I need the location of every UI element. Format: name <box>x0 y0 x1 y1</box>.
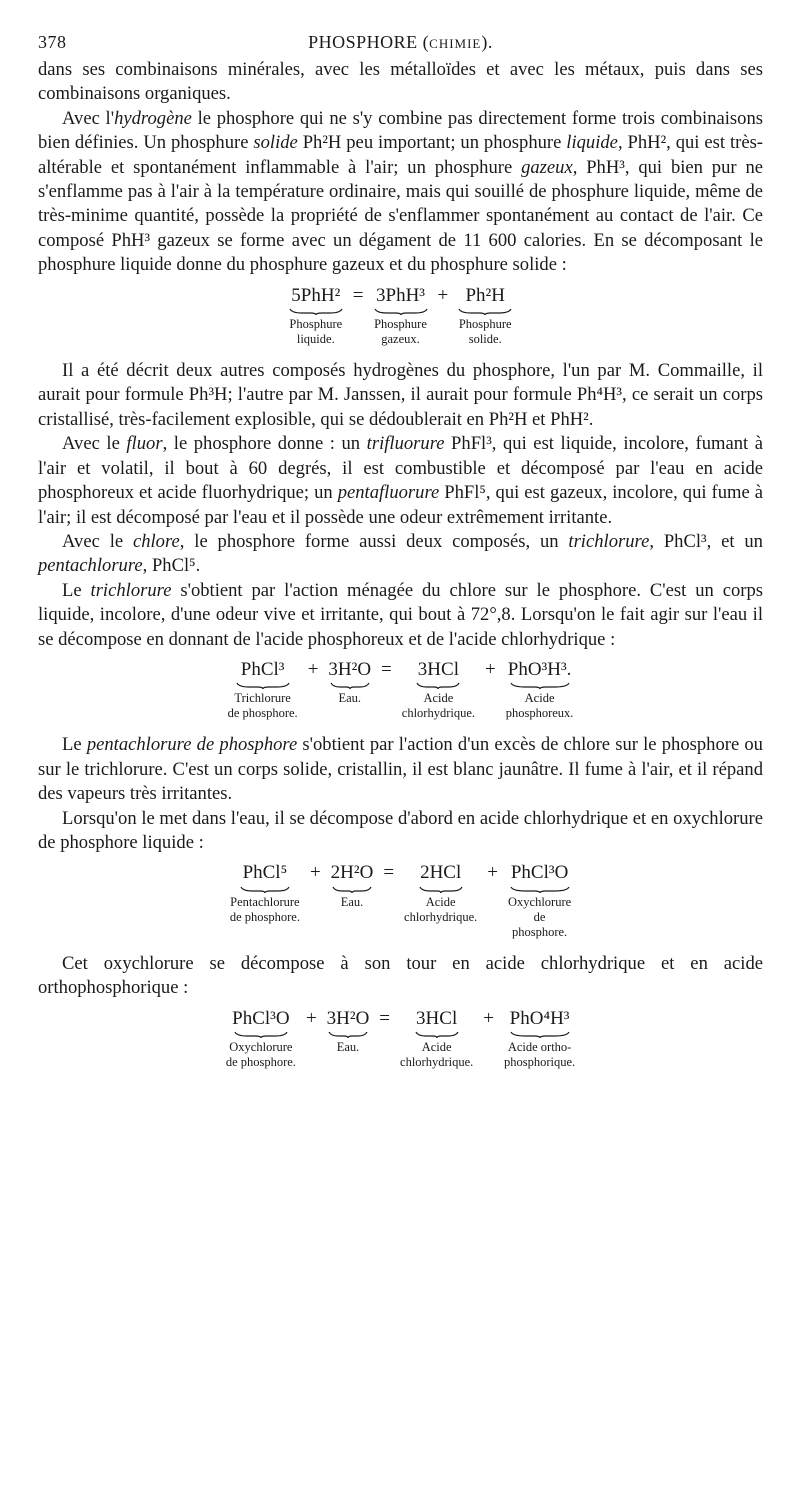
eq-term: PhCl⁵ <box>242 862 288 884</box>
eq-label: Pentachlorure de phosphore. <box>229 894 300 924</box>
page-header <box>38 28 763 58</box>
eq-operator: = <box>383 862 395 884</box>
underbrace <box>324 682 375 690</box>
underbrace <box>222 1031 300 1039</box>
eq-label: Acide phosphoreux. <box>505 691 574 721</box>
eq-label: Oxychlorure de phosphore. <box>225 1040 296 1069</box>
equation-2 <box>38 658 763 721</box>
page <box>38 28 763 1082</box>
eq-label: Trichlorure de phosphore. <box>227 691 298 721</box>
eq-term: PhO⁴H³ <box>509 1007 570 1029</box>
underbrace <box>370 308 432 316</box>
paragraph-fluor: Avec le fluor, le phosphore donne : un trifluorure PhFl³, qui est liquide, incolore, fumant à l'air et volatil, il bout à 60 degrés, il est combustible et décomposé par l'eau en acide phosphoreux et acide fluorhydrique; un pentafluorure PhFl⁵, qui est gazeux, incolore, qui fume à l'air; il est décomposé par l'eau et il possède une odeur extrêmement irritante. <box>38 433 764 528</box>
eq-operator: = <box>352 284 364 306</box>
eq-label: Eau. <box>340 894 364 909</box>
eq-operator: + <box>309 862 321 884</box>
eq-label: Acide chlorhydrique. <box>404 894 478 924</box>
eq-term: 3HCl <box>417 658 459 680</box>
eq-label: Acide chlorhydrique. <box>400 1040 474 1069</box>
paragraph-pentachlorure: Le pentachlorure de phosphore s'obtient par l'action d'un excès de chlore sur le phosphore ou sur le trichlorure. C'est un corps solide, cristallin, il est blanc jaunâtre. Il fume à l'air, et il répand des vapeurs très irritantes. <box>38 734 763 805</box>
eq-term: 3H²O <box>328 658 372 680</box>
paragraph-hydrogene: Avec l'hydrogène le phosphore qui ne s'y combine pas directement forme trois combinaisons bien définies. Un phosphure solide Ph²H peu important; un phosphure liquide, PhH², qui est très-altérable et spontanément inflammable à l'air; un phosphure gazeux, PhH³, qui bien pur ne s'enflamme pas à l'air à la température ordinaire, mais qui souillé de phosphure liquide, même de très-minime quantité, possède la propriété de s'enflammer spontanément au contact de l'air. Ce composé PhH³ gazeux se forme avec un dégament de 11 600 calories. En se décomposant le phosphure liquide donne du phosphure gazeux et du phosphure solide : <box>38 107 764 276</box>
eq-term: PhCl³ <box>240 658 285 680</box>
title-end: ). <box>481 32 493 52</box>
page-number: 378 <box>38 32 67 52</box>
eq-term: PhCl³O <box>232 1007 290 1029</box>
eq-operator: = <box>379 1007 391 1029</box>
equation-4 <box>38 1007 763 1070</box>
eq-term: 3H²O <box>326 1007 370 1029</box>
paragraph-1: dans ses combinaisons minérales, avec les métalloïdes et avec les métaux, puis dans ses combinaisons organiques. <box>38 59 763 105</box>
title-subtitle: CHIMIE <box>429 36 482 51</box>
title-main: PHOSPHORE ( <box>308 32 430 52</box>
paragraph-autres-composes: Il a été décrit deux autres composés hydrogènes du phosphore, l'un par M. Commaille, il aurait pour formule Ph³H; l'autre par M. Janssen, il aurait pour formule Ph⁴H³, ce serait un corps cristallisé, très-facilement explosible, qui se dédoublerait en Ph²H et PhH². <box>38 360 763 430</box>
eq-term: 2HCl <box>420 862 462 884</box>
document-body <box>38 58 763 1070</box>
eq-label: Phosphure liquide. <box>289 317 343 347</box>
eq-label: Acide ortho- phosphorique. <box>503 1040 576 1069</box>
eq-term: PhCl³O <box>510 862 569 884</box>
eq-label: Acide chlorhydrique. <box>401 691 476 721</box>
eq-operator: + <box>483 1007 494 1029</box>
underbrace <box>226 886 304 894</box>
underbrace <box>454 308 516 316</box>
eq-operator: + <box>485 658 496 680</box>
equation-1 <box>38 284 763 347</box>
underbrace <box>327 886 378 894</box>
underbrace <box>400 886 481 894</box>
eq-label: Eau. <box>338 691 361 706</box>
paragraph-trichlorure: Le trichlorure s'obtient par l'action ménagée du chlore sur le phosphore. C'est un corps liquide, incolore, d'une odeur vive et irritante, qui bout à 72°,8. Lorsqu'on le fait agir sur l'eau il se décompose en donnant de l'acide phosphoreux et de l'acide chlorhydrique : <box>38 579 763 650</box>
eq-operator: + <box>437 284 449 306</box>
eq-label: Eau. <box>336 1040 360 1054</box>
paragraph-oxychlorure: Cet oxychlorure se décompose à son tour en acide chlorhydrique et en acide orthophosphorique : <box>38 952 763 999</box>
eq-operator: + <box>305 1007 317 1029</box>
underbrace <box>323 1031 374 1039</box>
equation-3 <box>38 861 763 939</box>
eq-label: Phosphure solide. <box>458 317 512 347</box>
paragraph-decomposition-eau: Lorsqu'on le met dans l'eau, il se décompose d'abord en acide chlorhydrique et en oxychlorure de phosphore liquide : <box>38 807 763 853</box>
underbrace <box>285 308 347 316</box>
underbrace <box>398 682 479 690</box>
eq-term: 3HCl <box>416 1007 458 1029</box>
paragraph-chlore: Avec le chlore, le phosphore forme aussi deux composés, un trichlorure, PhCl³, et un pentachlorure, PhCl⁵. <box>38 530 763 577</box>
eq-label: Phosphure gazeux. <box>374 317 427 347</box>
eq-term: Ph²H <box>465 284 505 306</box>
eq-term: PhO³H³. <box>507 658 572 680</box>
underbrace <box>224 682 302 690</box>
underbrace <box>500 1031 579 1039</box>
eq-label: Oxychlorure de phosphore. <box>508 894 572 939</box>
eq-operator: + <box>307 658 319 680</box>
underbrace <box>504 886 575 894</box>
eq-term: 2H²O <box>330 862 374 884</box>
eq-term: 5PhH² <box>291 284 341 306</box>
eq-operator: + <box>487 862 498 884</box>
eq-term: 3PhH³ <box>376 284 425 306</box>
running-title <box>38 32 763 53</box>
underbrace <box>502 682 578 690</box>
underbrace <box>396 1031 477 1039</box>
eq-operator: = <box>381 658 392 680</box>
